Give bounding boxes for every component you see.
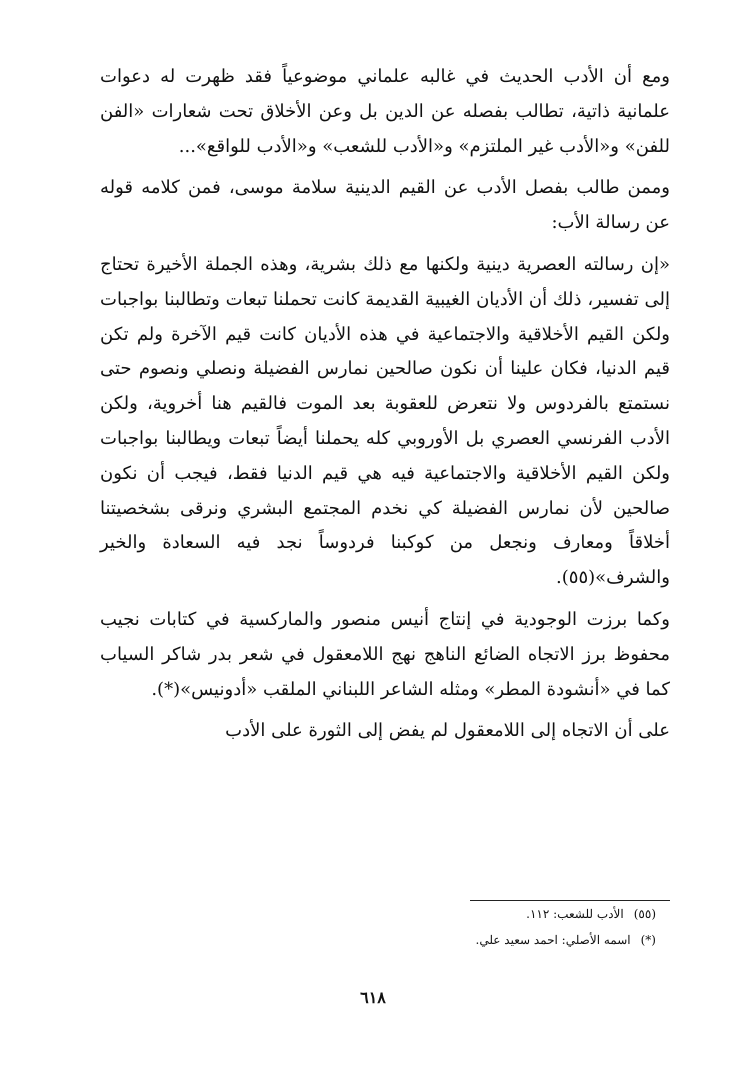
paragraph-salama-musa: وممن طالب بفصل الأدب عن القيم الدينية سلامة موسى، فمن كلامه قوله عن رسالة الأب: <box>100 177 670 234</box>
footnote-text: اسمه الأصلي: احمد سعيد علي. <box>475 933 631 947</box>
paragraph-existentialism: وكما برزت الوجودية في إنتاج أنيس منصور والماركسية في كتابات نجيب محفوظ برز الاتجاه الضائع الناهج نهج اللامعقول في شعر بدر شاكر السياب كما في «أنشودة المطر» ومثله الشاعر اللبناني الملقب «أدونيس»(*). <box>100 608 670 700</box>
footnote-55 <box>100 901 670 927</box>
footnote-star <box>100 927 670 953</box>
paragraph-irrational: على أن الاتجاه إلى اللامعقول لم يفض إلى الثورة على الأدب <box>225 720 670 742</box>
paragraph-secular-literature: ومع أن الأدب الحديث في غالبه علماني موضوعياً فقد ظهرت له دعوات علمانية ذاتية، تطالب بفصله عن الدين بل وعن الأخلاق تحت شعارات «الفن للفن» و«الأدب غير الملتزم» و«الأدب للشعب» و«الأدب للواقع»... <box>100 66 670 157</box>
body-text <box>100 60 670 749</box>
footnote-mark: (*) <box>640 933 656 947</box>
page-number: ٦١٨ <box>360 988 386 1007</box>
footnote-mark: (٥٥) <box>633 907 656 921</box>
footnote-text: الأدب للشعب: ١١٢. <box>526 907 624 921</box>
paragraph-quotation: «إن رسالته العصرية دينية ولكنها مع ذلك بشرية، وهذه الجملة الأخيرة تحتاج إلى تفسير، ذلك أن الأديان الغيبية القديمة كانت تحملنا تبعات وتطالبنا بواجبات ولكن القيم الأخلاقية والاجتماعية في هذه الأديان كانت قيم الآخرة ولم تكن قيم الدنيا، فكان علينا أن نكون صالحين نمارس الفضيلة ونصلي ونصوم حتى نستمتع بالفردوس ولا نتعرض للعقوبة بعد الموت فالقيم هنا أخروية، ولكن الأدب الفرنسي العصري بل الأوروبي كله يحملنا أيضاً تبعات ويطالبنا بواجبات ولكن القيم الأخلاقية والاجتماعية فيه هي قيم الدنيا فقط، فيجب أن نكون صالحين لأن نمارس الفضيلة كي نخدم المجتمع البشري ونرقى بشخصيتنا أخلاقاً ومعارف ونجعل من كوكبنا فردوساً نجد فيه السعادة والخير والشرف»(٥٥). <box>100 253 670 589</box>
footnotes <box>100 900 670 953</box>
